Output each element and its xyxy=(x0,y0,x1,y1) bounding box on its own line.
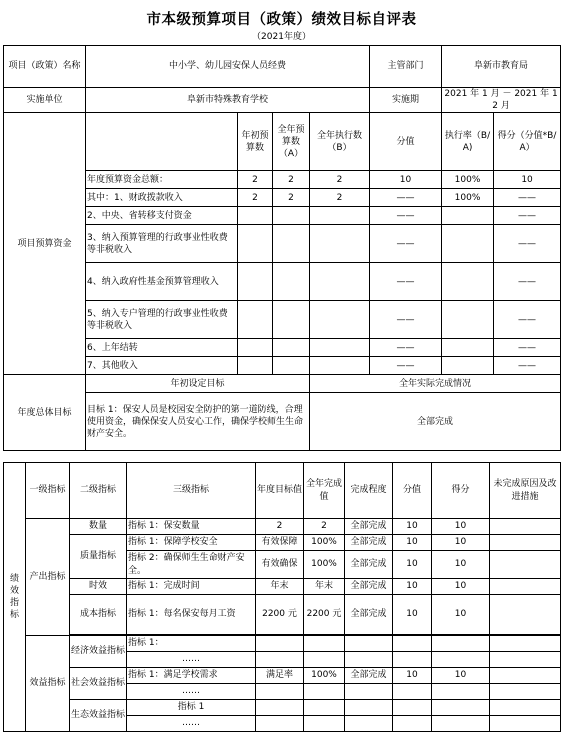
perf-header-level1: 一级指标 xyxy=(26,463,70,519)
perf-score xyxy=(432,684,490,700)
perf-target: 年末 xyxy=(256,579,304,595)
perf-reason xyxy=(490,684,561,700)
perf-indicator-name: 指标 1：完成时间 xyxy=(127,579,256,595)
funds-header-initial: 年初预算数 xyxy=(238,113,273,171)
perf-score: 10 xyxy=(432,579,490,595)
goals-set-text: 目标 1：保安人员是校园安全防护的第一道防线，合理使用资金，确保保安人员安心工作，确保学校师生生命财产安全。 xyxy=(86,393,310,451)
info-row-2 xyxy=(4,88,561,113)
qty-label: 数量 xyxy=(70,519,127,535)
funds-score-value: —— xyxy=(370,301,442,339)
perf-actual xyxy=(304,636,345,652)
perf-row xyxy=(4,595,561,635)
funds-executed xyxy=(310,301,370,339)
perf-header-value: 分值 xyxy=(393,463,432,519)
perf-score xyxy=(432,700,490,716)
perf-reason xyxy=(490,636,561,652)
unit-label: 实施单位 xyxy=(4,88,86,113)
evaluation-table-top xyxy=(3,45,561,451)
cost-label: 成本指标 xyxy=(70,595,127,635)
funds-initial: 2 xyxy=(238,171,273,189)
perf-degree: 全部完成 xyxy=(345,535,393,551)
perf-actual: 100% xyxy=(304,535,345,551)
perf-indicator-name: …… xyxy=(127,684,256,700)
perf-reason xyxy=(490,519,561,535)
funds-row-label: 2、中央、省转移支付资金 xyxy=(86,207,238,225)
funds-annual: 2 xyxy=(273,171,310,189)
perf-score xyxy=(432,636,490,652)
perf-reason xyxy=(490,700,561,716)
perf-header-reason: 未完成原因及改进措施 xyxy=(490,463,561,519)
perf-indicator-name: 指标 1：每名保安每月工资 xyxy=(127,595,256,635)
perf-reason xyxy=(490,595,561,635)
funds-score: 10 xyxy=(494,171,561,189)
info-row-1 xyxy=(4,46,561,88)
social-label: 社会效益指标 xyxy=(70,668,127,700)
perf-header-target: 年度目标值 xyxy=(256,463,304,519)
perf-indicator-name: …… xyxy=(127,716,256,732)
perf-degree xyxy=(345,636,393,652)
funds-header-score: 得分（分值*B/A） xyxy=(494,113,561,171)
funds-row-label: 其中：1、财政拨款收入 xyxy=(86,189,238,207)
perf-indicator-name: 指标 2：确保师生生命财产安全。 xyxy=(127,551,256,579)
funds-score: —— xyxy=(494,339,561,357)
funds-score: —— xyxy=(494,301,561,339)
goals-actual-header: 全年实际完成情况 xyxy=(310,375,561,393)
perf-row xyxy=(4,668,561,684)
funds-row xyxy=(4,171,561,189)
perf-degree: 全部完成 xyxy=(345,668,393,684)
perf-target xyxy=(256,684,304,700)
perf-target xyxy=(256,700,304,716)
funds-score: —— xyxy=(494,207,561,225)
perf-header-row xyxy=(4,463,561,519)
perf-score: 10 xyxy=(432,519,490,535)
perf-reason xyxy=(490,668,561,684)
funds-annual: 2 xyxy=(273,189,310,207)
perf-reason xyxy=(490,579,561,595)
funds-executed xyxy=(310,225,370,263)
funds-score-value: —— xyxy=(370,263,442,301)
funds-score: —— xyxy=(494,357,561,375)
unit-value: 阜新市特殊教育学校 xyxy=(86,88,370,113)
funds-annual xyxy=(273,263,310,301)
goals-actual-text: 全部完成 xyxy=(310,393,561,451)
perf-value xyxy=(393,636,432,652)
perf-degree xyxy=(345,700,393,716)
funds-rate xyxy=(442,357,494,375)
dept-value: 阜新市教育局 xyxy=(442,46,561,88)
funds-score: —— xyxy=(494,263,561,301)
funds-initial xyxy=(238,225,273,263)
funds-rate xyxy=(442,339,494,357)
funds-rate xyxy=(442,207,494,225)
perf-actual xyxy=(304,684,345,700)
perf-indicator-name: …… xyxy=(127,652,256,668)
perf-reason xyxy=(490,551,561,579)
funds-header-score-value: 分值 xyxy=(370,113,442,171)
funds-initial xyxy=(238,357,273,375)
funds-row xyxy=(4,207,561,225)
perf-indicator-name: 指标 1： xyxy=(127,636,256,652)
funds-initial xyxy=(238,207,273,225)
perf-target: 满足率 xyxy=(256,668,304,684)
perf-indicator-name: 指标 1：满足学校需求 xyxy=(127,668,256,684)
goals-section-label: 年度总体目标 xyxy=(4,375,86,451)
funds-header-row xyxy=(4,113,561,171)
perf-score xyxy=(432,716,490,732)
perf-degree: 全部完成 xyxy=(345,595,393,635)
funds-score-value: —— xyxy=(370,207,442,225)
funds-header-annual: 全年预算数（A） xyxy=(273,113,310,171)
funds-annual xyxy=(273,357,310,375)
perf-degree: 全部完成 xyxy=(345,579,393,595)
funds-executed xyxy=(310,339,370,357)
funds-rate: 100% xyxy=(442,171,494,189)
perf-target: 2200 元 xyxy=(256,595,304,635)
perf-row xyxy=(4,700,561,716)
funds-row-label: 7、其他收入 xyxy=(86,357,238,375)
perf-target: 有效确保 xyxy=(256,551,304,579)
perf-reason xyxy=(490,652,561,668)
funds-rate xyxy=(442,263,494,301)
funds-row xyxy=(4,339,561,357)
perf-target: 有效保障 xyxy=(256,535,304,551)
perf-degree: 全部完成 xyxy=(345,551,393,579)
funds-row xyxy=(4,189,561,207)
perf-value xyxy=(393,700,432,716)
project-name-value: 中小学、幼儿园安保人员经费 xyxy=(86,46,370,88)
perf-value xyxy=(393,684,432,700)
funds-annual xyxy=(273,339,310,357)
funds-score-value: —— xyxy=(370,357,442,375)
perf-row xyxy=(4,579,561,595)
dept-label: 主管部门 xyxy=(370,46,442,88)
perf-degree xyxy=(345,652,393,668)
perf-score: 10 xyxy=(432,668,490,684)
funds-row-label: 5、纳入专户管理的行政事业性收费等非税收入 xyxy=(86,301,238,339)
quality-label: 质量指标 xyxy=(70,535,127,579)
perf-value xyxy=(393,652,432,668)
perf-indicator-name: 指标 1：保安数量 xyxy=(127,519,256,535)
output-label: 产出指标 xyxy=(26,519,70,636)
perf-degree xyxy=(345,716,393,732)
project-name-label: 项目（政策）名称 xyxy=(4,46,86,88)
perf-value: 10 xyxy=(393,595,432,635)
perf-actual: 年末 xyxy=(304,579,345,595)
perf-value xyxy=(393,716,432,732)
page-subtitle: （2021年度） xyxy=(252,32,311,42)
goals-set-header: 年初设定目标 xyxy=(86,375,310,393)
perf-actual xyxy=(304,652,345,668)
funds-row-label: 6、上年结转 xyxy=(86,339,238,357)
benefit-label: 效益指标 xyxy=(26,636,70,732)
perf-target: 2 xyxy=(256,519,304,535)
funds-row-label: 4、纳入政府性基金预算管理收入 xyxy=(86,263,238,301)
funds-row xyxy=(4,225,561,263)
funds-executed: 2 xyxy=(310,189,370,207)
funds-row xyxy=(4,263,561,301)
perf-target xyxy=(256,636,304,652)
perf-value: 10 xyxy=(393,668,432,684)
econ-label: 经济效益指标 xyxy=(70,636,127,668)
funds-score: —— xyxy=(494,189,561,207)
perf-degree xyxy=(345,684,393,700)
perf-actual xyxy=(304,700,345,716)
perf-score: 10 xyxy=(432,551,490,579)
perf-section-label: 绩效指标 xyxy=(4,463,26,732)
funds-rate xyxy=(442,301,494,339)
perf-header-level2: 二级指标 xyxy=(70,463,127,519)
page-title: 市本级预算项目（政策）绩效目标自评表 xyxy=(146,12,417,28)
funds-initial xyxy=(238,339,273,357)
funds-section-label: 项目预算资金 xyxy=(4,113,86,375)
funds-header-executed: 全年执行数（B） xyxy=(310,113,370,171)
goals-content-row xyxy=(4,393,561,451)
funds-header-rate: 执行率（B/A) xyxy=(442,113,494,171)
funds-row xyxy=(4,357,561,375)
perf-degree: 全部完成 xyxy=(345,519,393,535)
perf-header-actual: 全年完成值 xyxy=(304,463,345,519)
period-value: 2021 年 1 月 － 2021 年 12 月 xyxy=(442,88,561,113)
funds-rate: 100% xyxy=(442,189,494,207)
eco-label: 生态效益指标 xyxy=(70,700,127,732)
funds-score: —— xyxy=(494,225,561,263)
funds-row-label: 年度预算资金总额： xyxy=(86,171,238,189)
perf-header-score: 得分 xyxy=(432,463,490,519)
perf-score: 10 xyxy=(432,535,490,551)
perf-header-level3: 三级指标 xyxy=(127,463,256,519)
funds-score-value: —— xyxy=(370,225,442,263)
funds-initial xyxy=(238,263,273,301)
funds-annual xyxy=(273,301,310,339)
funds-executed xyxy=(310,357,370,375)
funds-executed xyxy=(310,207,370,225)
period-label: 实施期 xyxy=(370,88,442,113)
perf-target xyxy=(256,652,304,668)
perf-score: 10 xyxy=(432,595,490,635)
perf-value: 10 xyxy=(393,551,432,579)
funds-header-blank xyxy=(86,113,238,171)
perf-actual: 100% xyxy=(304,668,345,684)
funds-score-value: 10 xyxy=(370,171,442,189)
goals-header-row xyxy=(4,375,561,393)
perf-indicator-name: 指标 1 xyxy=(127,700,256,716)
time-label: 时效 xyxy=(70,579,127,595)
funds-rate xyxy=(442,225,494,263)
funds-annual xyxy=(273,225,310,263)
perf-value: 10 xyxy=(393,535,432,551)
perf-indicator-name: 指标 1：保障学校安全 xyxy=(127,535,256,551)
funds-executed xyxy=(310,263,370,301)
perf-actual: 100% xyxy=(304,551,345,579)
funds-score-value: —— xyxy=(370,339,442,357)
perf-reason xyxy=(490,535,561,551)
funds-executed: 2 xyxy=(310,171,370,189)
funds-initial: 2 xyxy=(238,189,273,207)
perf-value: 10 xyxy=(393,579,432,595)
perf-value: 10 xyxy=(393,519,432,535)
funds-annual xyxy=(273,207,310,225)
funds-row xyxy=(4,301,561,339)
funds-row-label: 3、纳入预算管理的行政事业性收费等非税收入 xyxy=(86,225,238,263)
perf-actual: 2 xyxy=(304,519,345,535)
perf-score xyxy=(432,652,490,668)
evaluation-table-perf xyxy=(3,462,561,732)
perf-row xyxy=(4,636,561,652)
perf-header-degree: 完成程度 xyxy=(345,463,393,519)
funds-initial xyxy=(238,301,273,339)
perf-actual: 2200 元 xyxy=(304,595,345,635)
perf-row xyxy=(4,535,561,551)
perf-reason xyxy=(490,716,561,732)
perf-target xyxy=(256,716,304,732)
perf-actual xyxy=(304,716,345,732)
perf-row xyxy=(4,519,561,535)
funds-score-value: —— xyxy=(370,189,442,207)
